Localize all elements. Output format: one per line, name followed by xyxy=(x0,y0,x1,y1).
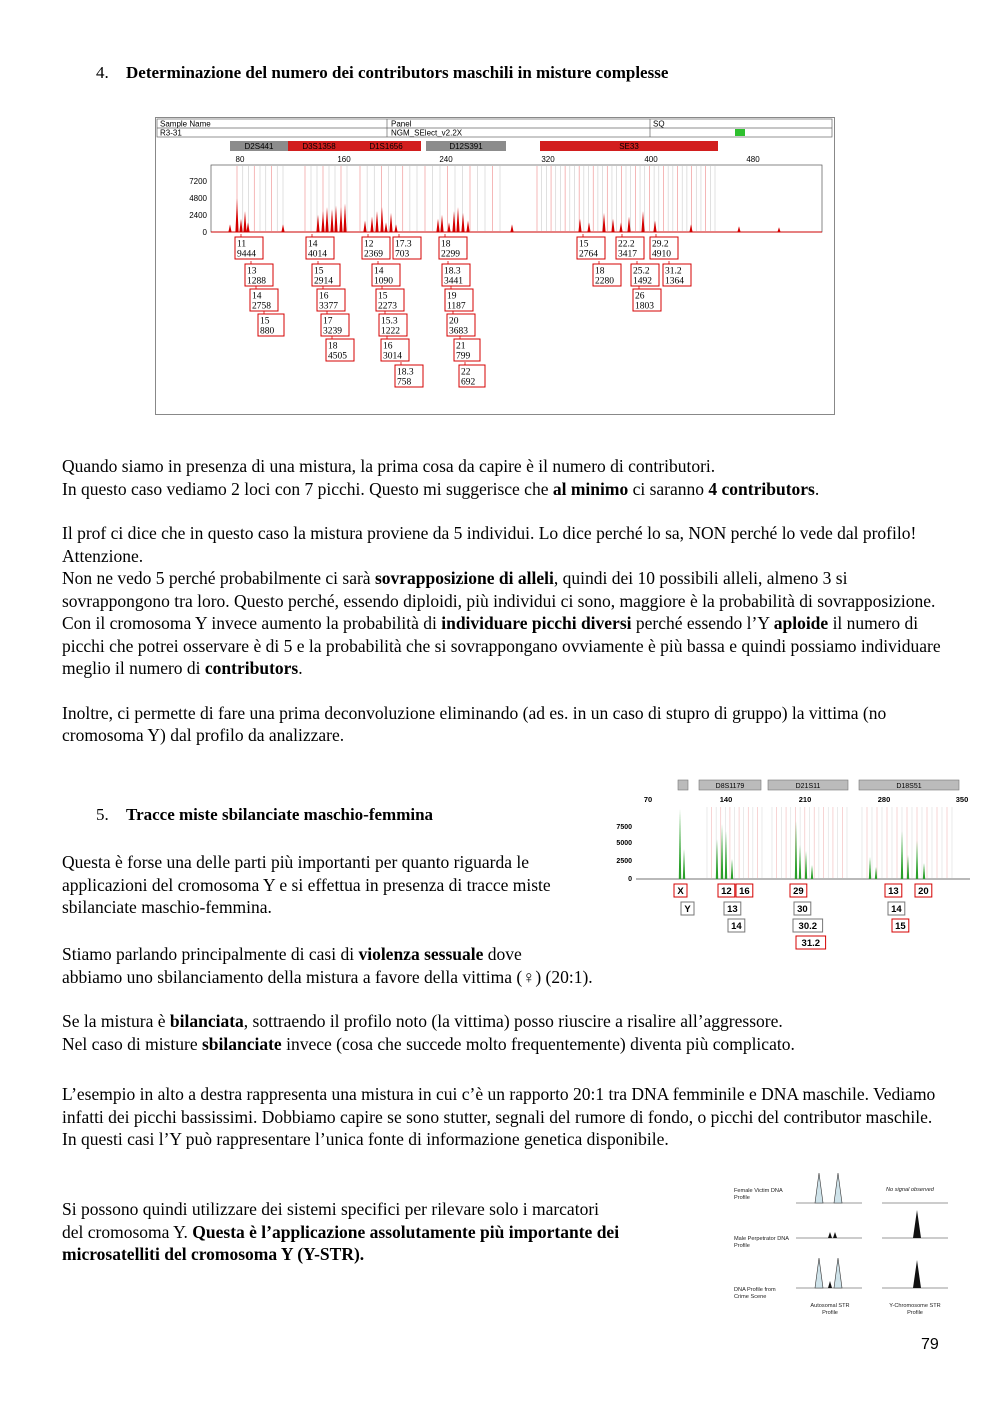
x-tick: 160 xyxy=(337,155,351,164)
allele-label xyxy=(306,237,334,260)
row-label: Male Perpetrator DNA Profile xyxy=(734,1236,790,1249)
bold-text: violenza sessuale xyxy=(358,944,484,964)
section-number: 5. xyxy=(96,805,109,824)
peak-height: 1492 xyxy=(633,276,652,287)
allele-label xyxy=(376,289,404,312)
allele-label xyxy=(790,884,807,897)
peak-height: 2758 xyxy=(252,301,271,312)
svg-text:12: 12 xyxy=(721,886,732,897)
allele-value: 15 xyxy=(260,316,270,327)
allele-value: 17 xyxy=(323,316,333,327)
panel-value: NGM_SElect_v2.2X xyxy=(391,128,463,138)
locus-label: D18S51 xyxy=(896,783,922,790)
allele-label xyxy=(362,237,390,260)
allele-label xyxy=(631,264,659,287)
allele-value: 25.2 xyxy=(633,266,650,277)
allele-label xyxy=(633,289,661,312)
peak-height: 1187 xyxy=(447,301,466,312)
text: . xyxy=(298,658,303,678)
text: Stiamo parlando principalmente di casi di xyxy=(62,944,359,964)
allele-label xyxy=(793,919,823,932)
allele-label xyxy=(681,902,694,915)
peak xyxy=(815,1258,823,1288)
peak xyxy=(815,1173,823,1203)
x-tick: 480 xyxy=(746,155,760,164)
text: del cromosoma Y. xyxy=(62,1221,193,1242)
text: Nel caso di misture xyxy=(62,1033,202,1054)
text-line: Quando siamo in presenza di una mistura, la prima cosa da capire è il numero di contributori. xyxy=(62,456,716,476)
peak-height: 1222 xyxy=(381,326,400,337)
paragraph-block-5 xyxy=(62,1198,722,1266)
peak-height: 758 xyxy=(397,377,412,388)
x-tick: 400 xyxy=(644,155,658,164)
svg-text:13: 13 xyxy=(727,904,738,915)
allele-label xyxy=(459,365,485,388)
x-tick: 140 xyxy=(719,795,733,804)
text: In questo caso vediamo 2 loci con 7 picchi. Questo mi suggerisce che xyxy=(62,478,553,499)
peak xyxy=(828,1232,832,1238)
svg-text:16: 16 xyxy=(739,886,750,897)
allele-value: 18 xyxy=(441,239,451,250)
allele-label xyxy=(616,237,644,260)
allele-label xyxy=(724,902,741,915)
peak-height: 1090 xyxy=(374,276,393,287)
peak xyxy=(834,1173,842,1203)
peak-height: 1364 xyxy=(665,276,684,287)
allele-value: 14 xyxy=(308,239,318,250)
allele-label xyxy=(442,264,470,287)
allele-value: 29.2 xyxy=(652,239,669,250)
svg-text:X: X xyxy=(677,886,684,897)
peak-height: 3239 xyxy=(323,326,342,337)
text: Si possono quindi utilizzare dei sistemi specifici per rilevare solo i marcatori xyxy=(62,1199,600,1219)
allele-value: 11 xyxy=(237,239,247,250)
section-4-heading xyxy=(96,63,668,83)
paragraph xyxy=(62,455,942,500)
peak-height: 4014 xyxy=(308,249,327,260)
column-label: Y-Chromosome STR Profile xyxy=(889,1303,941,1316)
quality-indicator xyxy=(735,129,745,136)
peak xyxy=(683,849,685,879)
locus-label: D1S1656 xyxy=(369,142,403,151)
allele-label xyxy=(317,289,345,312)
svg-text:20: 20 xyxy=(918,886,929,897)
allele-value: 26 xyxy=(635,291,645,302)
paragraph xyxy=(62,943,962,988)
svg-text:13: 13 xyxy=(888,886,899,897)
no-signal-label: No signal observed xyxy=(886,1187,934,1193)
text: Il prof ci dice che in questo caso la mistura proviene da 5 individui. Lo dice perché lo sa, NON perché lo vede dal profilo! Attenzione. xyxy=(62,523,917,566)
peak-height: 799 xyxy=(456,351,471,362)
bold-text: sovrapposizione di alleli xyxy=(374,568,554,588)
electropherogram-figure xyxy=(155,117,835,415)
allele-label xyxy=(454,339,480,362)
y-tick: 2400 xyxy=(189,211,207,220)
peak xyxy=(799,845,801,879)
peak-height: 1288 xyxy=(247,276,266,287)
svg-text:30: 30 xyxy=(797,904,808,915)
peak xyxy=(679,809,681,879)
text: abbiamo uno sbilanciamento della mistura a favore della vittima (♀) (20:1). xyxy=(62,966,593,987)
allele-label xyxy=(915,884,932,897)
paragraph-block-1 xyxy=(62,455,942,747)
plot-area xyxy=(211,165,822,232)
allele-label xyxy=(650,237,678,260)
allele-value: 16 xyxy=(383,341,393,352)
locus-label: D12S391 xyxy=(449,142,483,151)
y-tick: 2500 xyxy=(616,858,632,865)
peak-height: 9444 xyxy=(237,249,256,260)
peak-height: 3417 xyxy=(618,249,637,260)
allele-labels xyxy=(674,884,932,949)
svg-text:14: 14 xyxy=(731,921,742,932)
y-tick: 0 xyxy=(628,876,632,883)
paragraph xyxy=(62,1198,722,1266)
x-tick: 80 xyxy=(235,155,245,164)
peak-height: 3683 xyxy=(449,326,468,337)
row-label: DNA Profile from Crime Scene xyxy=(734,1287,776,1300)
paragraph-block-4 xyxy=(62,1083,942,1151)
x-tick: 350 xyxy=(955,795,969,804)
sample-name-value: R3-31 xyxy=(160,128,182,138)
x-tick: 240 xyxy=(439,155,453,164)
peak-height: 2280 xyxy=(595,276,614,287)
bold-text: bilanciata xyxy=(169,1011,244,1031)
peaks xyxy=(679,809,925,879)
svg-text:30.2: 30.2 xyxy=(798,921,818,932)
allele-value: 12 xyxy=(364,239,374,250)
allele-label xyxy=(372,264,400,287)
text: il numero di picchi che potrei osservare è di 5 e la probabilità che si sovrappongano ovviamente è più bassa e quindi possiamo individuare meglio il numero di xyxy=(62,613,941,678)
y-tick: 5000 xyxy=(616,840,632,847)
allele-value: 18.3 xyxy=(397,367,414,378)
y-tick: 7200 xyxy=(189,177,207,186)
peak xyxy=(833,1232,837,1238)
allele-value: 31.2 xyxy=(665,266,682,277)
peak xyxy=(913,1210,921,1238)
bold-text: individuare picchi diversi xyxy=(441,613,632,633)
panel-label: Panel xyxy=(391,119,412,129)
bold-text: sbilanciate xyxy=(201,1033,282,1054)
peak-height: 4910 xyxy=(652,249,671,260)
peak-height: 3441 xyxy=(444,276,463,287)
allele-value: 17.3 xyxy=(395,239,412,250)
allele-value: 15 xyxy=(378,291,388,302)
allele-value: 18 xyxy=(328,341,338,352)
peak xyxy=(731,859,733,879)
peak xyxy=(923,863,925,879)
text: perché essendo l’Y xyxy=(631,613,774,633)
peak xyxy=(901,831,903,879)
y-tick: 4800 xyxy=(189,194,207,203)
y-tick: 0 xyxy=(202,228,207,237)
allele-label xyxy=(235,237,263,260)
allele-bins xyxy=(707,807,952,878)
section-5-heading xyxy=(96,805,433,825)
allele-label xyxy=(718,884,735,897)
peak xyxy=(721,824,723,879)
allele-value: 19 xyxy=(447,291,457,302)
allele-label xyxy=(885,884,902,897)
peak xyxy=(828,1281,832,1288)
peak xyxy=(913,1260,921,1288)
text: . xyxy=(814,478,820,499)
text: Se la mistura è xyxy=(62,1011,170,1031)
section-title: Determinazione del numero dei contributors maschili in misture complesse xyxy=(126,63,669,82)
allele-label xyxy=(892,919,909,932)
paragraph: Questa è forse una delle parti più importanti per quanto riguarda le applicazioni del cromosoma Y e si effettua in presenza di tracce miste sbilanciate maschio-femmina. xyxy=(62,852,551,917)
peak-height: 3377 xyxy=(319,301,338,312)
allele-label xyxy=(321,314,349,337)
allele-label xyxy=(674,884,687,897)
peak xyxy=(811,865,813,879)
allele-label xyxy=(445,289,473,312)
allele-label xyxy=(663,264,691,287)
x-tick: 210 xyxy=(798,795,812,804)
peak-height: 2369 xyxy=(364,249,383,260)
peak-height: 2914 xyxy=(314,276,333,287)
locus-label: SE33 xyxy=(619,142,639,151)
allele-label xyxy=(736,884,753,897)
bold-text: contributors xyxy=(204,658,299,678)
peak-height: 2273 xyxy=(378,301,397,312)
text: dove xyxy=(483,944,522,964)
allele-label xyxy=(258,314,284,337)
text: , sottraendo il profilo noto (la vittima) posso riuscire a risalire all’aggressore. xyxy=(243,1011,783,1031)
allele-value: 22 xyxy=(461,367,471,378)
allele-value: 15 xyxy=(579,239,589,250)
peak xyxy=(834,1258,842,1288)
peak-height: 880 xyxy=(260,326,275,337)
allele-label xyxy=(393,237,421,260)
text: , quindi dei 10 possibili alleli, almeno 3 si sovrappongono tra loro. Questo perché, essendo diploidi, più individui ci sono, maggiore è la probabilità di sovrapposizione. Con il cromosoma Y invece aumento la probabilità di xyxy=(62,568,936,633)
allele-label xyxy=(447,314,475,337)
svg-text:29: 29 xyxy=(793,886,804,897)
paragraph: L’esempio in alto a destra rappresenta una mistura in cui c’è un rapporto 20:1 tra DNA femminile e DNA maschile. Vediamo infatti dei picchi bassissimi. Dobbiamo capire se sono stutter, segnali del rumore di fondo, o picchi del contributor maschile. In questi casi l’Y può rappresentare l’unica fonte di informazione genetica disponibile. xyxy=(62,1084,936,1149)
section-number: 4. xyxy=(96,63,109,82)
svg-text:14: 14 xyxy=(891,904,902,915)
page-number: 79 xyxy=(921,1336,939,1353)
text: Non ne vedo 5 perché probabilmente ci sarà xyxy=(62,568,375,588)
peak-height: 4505 xyxy=(328,351,347,362)
bold-text: aploide xyxy=(773,613,829,633)
peak xyxy=(916,841,918,879)
column-label: Autosomal STR Profile xyxy=(810,1303,850,1316)
allele-label xyxy=(326,339,354,362)
locus-label: D3S1358 xyxy=(302,142,336,151)
allele-value: 22.2 xyxy=(618,239,635,250)
allele-value: 21 xyxy=(456,341,466,352)
text: ci saranno xyxy=(628,478,709,499)
allele-label xyxy=(888,902,905,915)
paragraph xyxy=(62,522,942,680)
locus-label: D21S11 xyxy=(795,783,821,790)
allele-value: 20 xyxy=(449,316,459,327)
sample-name-label: Sample Name xyxy=(160,119,211,129)
paragraph-block-3 xyxy=(62,943,962,1055)
peak xyxy=(869,857,871,879)
allele-label xyxy=(593,264,621,287)
peak-height: 2299 xyxy=(441,249,460,260)
paragraph xyxy=(62,1010,962,1055)
peak-height: 2764 xyxy=(579,249,598,260)
paragraph-block-2 xyxy=(62,851,607,919)
paragraph: Inoltre, ci permette di fare una prima deconvoluzione eliminando (ad es. in un caso di stupro di gruppo) la vittima (no cromosoma Y) dal profilo da analizzare. xyxy=(62,702,887,745)
locus-label: D2S441 xyxy=(244,142,274,151)
allele-label xyxy=(439,237,467,260)
svg-text:15: 15 xyxy=(895,921,906,932)
allele-value: 18 xyxy=(595,266,605,277)
peak-height: 3014 xyxy=(383,351,402,362)
locus-label: D8S1179 xyxy=(715,783,745,790)
allele-label xyxy=(245,264,273,287)
x-tick: 320 xyxy=(541,155,555,164)
allele-value: 18.3 xyxy=(444,266,461,277)
allele-label xyxy=(728,919,745,932)
autosomal-vs-ystr-figure xyxy=(730,1170,970,1318)
allele-value: 14 xyxy=(252,291,262,302)
peak-height: 692 xyxy=(461,377,476,388)
bold-text: Questa è l’applicazione assolutamente più importante dei xyxy=(192,1221,620,1242)
section-title: Tracce miste sbilanciate maschio-femmina xyxy=(126,805,434,824)
peak-height: 703 xyxy=(395,249,410,260)
allele-value: 13 xyxy=(247,266,257,277)
allele-label xyxy=(395,365,423,388)
allele-label xyxy=(250,289,278,312)
allele-label xyxy=(381,339,409,362)
bold-text: 4 contributors xyxy=(708,478,815,499)
allele-label xyxy=(312,264,340,287)
allele-label xyxy=(577,237,605,260)
y-tick: 7500 xyxy=(616,824,632,831)
allele-label xyxy=(794,902,811,915)
peak xyxy=(805,851,807,879)
peak-height: 1803 xyxy=(635,301,654,312)
text: invece (cosa che succede molto frequentemente) diventa più complicato. xyxy=(281,1033,795,1054)
svg-text:Y: Y xyxy=(684,904,691,915)
x-tick: 280 xyxy=(877,795,891,804)
mixture-electropherogram xyxy=(612,777,974,955)
x-tick: 70 xyxy=(643,795,653,804)
svg-text:31.2: 31.2 xyxy=(801,938,821,949)
sq-label: SQ xyxy=(653,119,665,129)
allele-label xyxy=(379,314,407,337)
row-label: Female Victim DNA Profile xyxy=(734,1188,783,1201)
allele-value: 14 xyxy=(374,266,384,277)
bold-text: al minimo xyxy=(552,478,629,499)
bold-text: microsatelliti del cromosoma Y (Y-STR). xyxy=(62,1244,365,1264)
allele-value: 15.3 xyxy=(381,316,398,327)
allele-value: 15 xyxy=(314,266,324,277)
allele-value: 16 xyxy=(319,291,329,302)
